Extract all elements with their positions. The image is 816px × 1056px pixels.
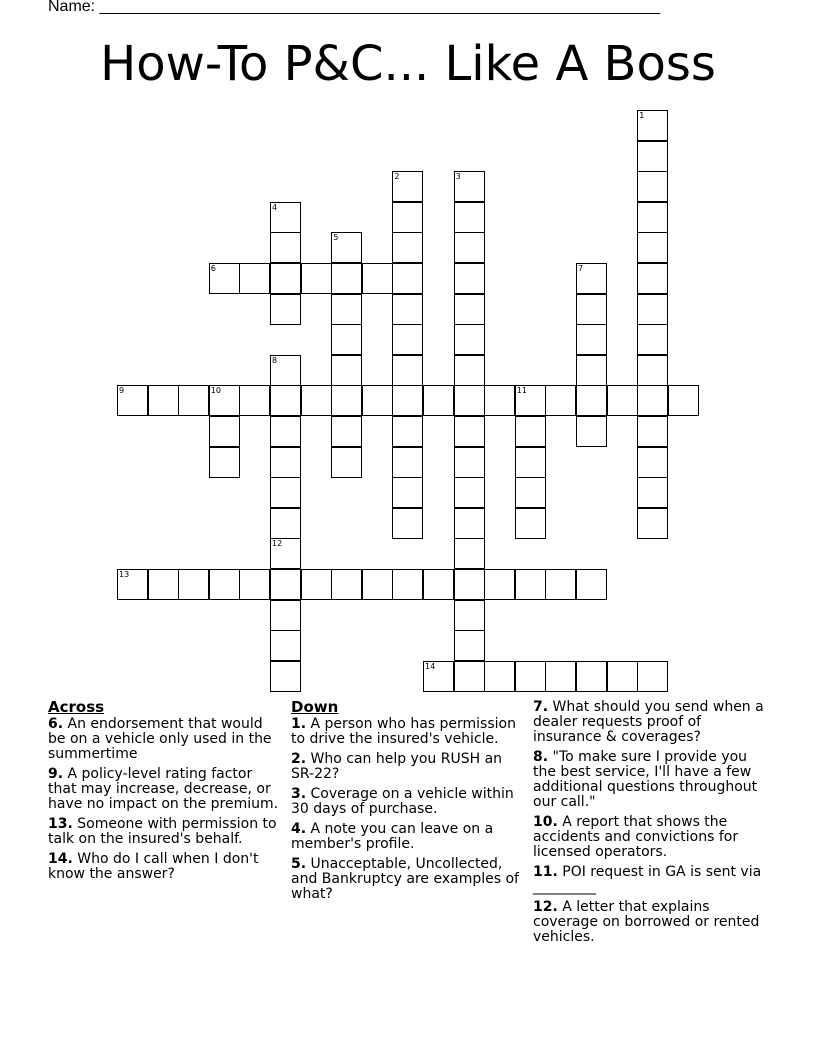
grid-cell[interactable] bbox=[270, 661, 301, 692]
grid-cell[interactable] bbox=[454, 630, 485, 661]
grid-cell[interactable] bbox=[515, 661, 546, 692]
grid-cell[interactable] bbox=[301, 569, 332, 600]
grid-cell[interactable] bbox=[454, 385, 485, 416]
grid-cell[interactable] bbox=[515, 447, 546, 478]
grid-cell[interactable] bbox=[454, 263, 485, 294]
clue-item-text: Who can help you RUSH an SR-22? bbox=[291, 751, 503, 782]
grid-cell[interactable] bbox=[484, 569, 515, 600]
grid-cell[interactable] bbox=[362, 263, 393, 294]
grid-cell[interactable] bbox=[637, 355, 668, 386]
grid-cell[interactable] bbox=[331, 232, 362, 263]
clue-item-text: "To make sure I provide you the best service, I'll have a few additional questions throughout our call." bbox=[533, 749, 758, 810]
grid-cell[interactable] bbox=[576, 324, 607, 355]
grid-cell[interactable] bbox=[331, 447, 362, 478]
grid-cell[interactable] bbox=[331, 416, 362, 447]
grid-cell[interactable] bbox=[209, 263, 240, 294]
grid-cell[interactable] bbox=[454, 232, 485, 263]
grid-cell[interactable] bbox=[576, 385, 607, 416]
clue-item-text: Someone with permission to talk on the insured's behalf. bbox=[48, 816, 277, 847]
clue-item-text: A person who has permission to drive the insured's vehicle. bbox=[291, 716, 516, 747]
grid-cell[interactable] bbox=[392, 385, 423, 416]
grid-cell[interactable] bbox=[392, 202, 423, 233]
grid-cell[interactable] bbox=[270, 202, 301, 233]
clue-item-number: 1. bbox=[291, 716, 307, 732]
grid-cell[interactable] bbox=[270, 447, 301, 478]
grid-cell[interactable] bbox=[515, 508, 546, 539]
grid-cell[interactable] bbox=[392, 355, 423, 386]
grid-cell[interactable] bbox=[392, 447, 423, 478]
clue-item-text: An endorsement that would be on a vehicle only used in the summertime bbox=[48, 716, 272, 762]
clue-item-number: 6. bbox=[48, 716, 64, 732]
grid-cell[interactable] bbox=[148, 569, 179, 600]
grid-cell[interactable] bbox=[637, 508, 668, 539]
clue-item-number: 13. bbox=[48, 816, 73, 832]
clue-item bbox=[48, 817, 283, 847]
grid-cell[interactable] bbox=[637, 324, 668, 355]
clue-item-number: 7. bbox=[533, 699, 549, 715]
grid-cell[interactable] bbox=[637, 477, 668, 508]
clue-item bbox=[48, 767, 283, 812]
grid-cell[interactable] bbox=[270, 538, 301, 569]
clue-number: 13 bbox=[119, 570, 130, 579]
grid-cell[interactable] bbox=[209, 416, 240, 447]
clue-item bbox=[291, 857, 526, 902]
grid-cell[interactable] bbox=[392, 232, 423, 263]
clue-item bbox=[533, 865, 768, 895]
grid-cell[interactable] bbox=[423, 569, 454, 600]
clue-item-text: A policy-level rating factor that may increase, decrease, or have no impact on the premium. bbox=[48, 766, 279, 812]
clue-item bbox=[533, 900, 768, 945]
grid-cell[interactable] bbox=[454, 171, 485, 202]
grid-cell[interactable] bbox=[392, 477, 423, 508]
name-blank[interactable]: _______________________________________________________________ bbox=[99, 0, 661, 15]
grid-cell[interactable] bbox=[301, 263, 332, 294]
clue-number: 4 bbox=[272, 202, 278, 212]
clue-item bbox=[48, 852, 283, 882]
grid-cell[interactable] bbox=[576, 263, 607, 294]
grid-cell[interactable] bbox=[484, 661, 515, 692]
grid-cell[interactable] bbox=[576, 294, 607, 325]
clue-number: 2 bbox=[394, 172, 400, 182]
grid-cell[interactable] bbox=[392, 294, 423, 325]
grid-cell[interactable] bbox=[515, 477, 546, 508]
grid-cell[interactable] bbox=[454, 324, 485, 355]
grid-cell[interactable] bbox=[637, 447, 668, 478]
grid-cell[interactable] bbox=[576, 569, 607, 600]
grid-cell[interactable] bbox=[392, 569, 423, 600]
grid-cell[interactable] bbox=[454, 508, 485, 539]
grid-cell[interactable] bbox=[178, 569, 209, 600]
grid-cell[interactable] bbox=[637, 294, 668, 325]
down-heading: Down bbox=[291, 698, 339, 716]
clue-number: 9 bbox=[119, 386, 125, 396]
clue-item bbox=[533, 750, 768, 810]
grid-cell[interactable] bbox=[454, 355, 485, 386]
clue-number: 11 bbox=[516, 386, 527, 396]
clue-item-number: 5. bbox=[291, 856, 307, 872]
grid-cell[interactable] bbox=[454, 294, 485, 325]
grid-cell[interactable] bbox=[392, 171, 423, 202]
clue-item-text: Coverage on a vehicle within 30 days of purchase. bbox=[291, 786, 514, 817]
clue-item-number: 11. bbox=[533, 864, 558, 880]
clue-number: 3 bbox=[455, 172, 461, 182]
clue-item-number: 14. bbox=[48, 851, 73, 867]
clue-number: 7 bbox=[578, 264, 584, 273]
grid-cell[interactable] bbox=[331, 385, 362, 416]
grid-cell[interactable] bbox=[331, 324, 362, 355]
grid-cell[interactable] bbox=[423, 385, 454, 416]
grid-cell[interactable] bbox=[637, 171, 668, 202]
grid-cell[interactable] bbox=[209, 569, 240, 600]
grid-cell[interactable] bbox=[637, 232, 668, 263]
grid-cell[interactable] bbox=[331, 355, 362, 386]
grid-cell[interactable] bbox=[209, 385, 240, 416]
grid-cell[interactable] bbox=[454, 477, 485, 508]
grid-cell[interactable] bbox=[270, 263, 301, 294]
clue-item-text: A report that shows the accidents and convictions for licensed operators. bbox=[533, 814, 739, 860]
grid-cell[interactable] bbox=[270, 385, 301, 416]
grid-cell[interactable] bbox=[637, 263, 668, 294]
grid-cell[interactable] bbox=[117, 569, 148, 600]
grid-cell[interactable] bbox=[178, 385, 209, 416]
grid-cell[interactable] bbox=[392, 508, 423, 539]
clue-item-text: A letter that explains coverage on borrowed or rented vehicles. bbox=[533, 899, 760, 945]
name-label: Name: bbox=[48, 0, 96, 15]
grid-cell[interactable] bbox=[239, 263, 270, 294]
grid-cell[interactable] bbox=[576, 661, 607, 692]
grid-cell[interactable] bbox=[637, 416, 668, 447]
grid-cell[interactable] bbox=[392, 416, 423, 447]
clue-item bbox=[48, 717, 283, 762]
grid-cell[interactable] bbox=[270, 232, 301, 263]
grid-cell[interactable] bbox=[270, 569, 301, 600]
grid-cell[interactable] bbox=[454, 538, 485, 569]
grid-cell[interactable] bbox=[270, 416, 301, 447]
grid-cell[interactable] bbox=[454, 416, 485, 447]
grid-cell[interactable] bbox=[607, 661, 638, 692]
clue-item-text: What should you send when a dealer requests proof of insurance & coverages? bbox=[533, 699, 764, 745]
grid-cell[interactable] bbox=[515, 416, 546, 447]
clue-item-text: Unacceptable, Uncollected, and Bankruptcy are examples of what? bbox=[291, 856, 519, 902]
clue-item-number: 4. bbox=[291, 821, 307, 837]
clue-item-number: 3. bbox=[291, 786, 307, 802]
clue-number: 1 bbox=[639, 111, 645, 120]
grid-cell[interactable] bbox=[392, 263, 423, 294]
grid-cell[interactable] bbox=[270, 630, 301, 661]
grid-cell[interactable] bbox=[301, 385, 332, 416]
clue-item-text: Who do I call when I don't know the answer? bbox=[48, 851, 259, 882]
grid-cell[interactable] bbox=[484, 385, 515, 416]
grid-cell[interactable] bbox=[270, 294, 301, 325]
grid-cell[interactable] bbox=[362, 569, 393, 600]
clue-item-text: POI request in GA is sent via _________ bbox=[533, 864, 762, 895]
clue-number: 12 bbox=[272, 539, 283, 549]
grid-cell[interactable] bbox=[239, 569, 270, 600]
grid-cell[interactable] bbox=[270, 355, 301, 386]
grid-cell[interactable] bbox=[270, 508, 301, 539]
grid-cell[interactable] bbox=[423, 661, 454, 692]
clue-item bbox=[533, 815, 768, 860]
grid-cell[interactable] bbox=[331, 294, 362, 325]
clue-item-number: 9. bbox=[48, 766, 64, 782]
grid-cell[interactable] bbox=[331, 569, 362, 600]
clue-item bbox=[533, 700, 768, 745]
clue-item-number: 12. bbox=[533, 899, 558, 915]
grid-cell[interactable] bbox=[545, 385, 576, 416]
down-clues-column-2 bbox=[533, 700, 768, 950]
grid-cell[interactable] bbox=[454, 202, 485, 233]
clue-item bbox=[291, 717, 526, 747]
grid-cell[interactable] bbox=[362, 385, 393, 416]
grid-cell[interactable] bbox=[668, 385, 699, 416]
grid-cell[interactable] bbox=[454, 569, 485, 600]
across-heading: Across bbox=[48, 698, 105, 716]
grid-cell[interactable] bbox=[576, 416, 607, 447]
grid-cell[interactable] bbox=[545, 569, 576, 600]
clue-item-number: 8. bbox=[533, 749, 549, 765]
clue-item-number: 2. bbox=[291, 751, 307, 767]
grid-cell[interactable] bbox=[454, 600, 485, 631]
grid-cell[interactable] bbox=[637, 385, 668, 416]
clue-item bbox=[291, 752, 526, 782]
grid-cell[interactable] bbox=[392, 324, 423, 355]
grid-cell[interactable] bbox=[576, 355, 607, 386]
grid-cell[interactable] bbox=[148, 385, 179, 416]
down-clues-column-1 bbox=[291, 700, 526, 907]
across-clues bbox=[48, 700, 283, 887]
grid-cell[interactable] bbox=[239, 385, 270, 416]
grid-cell[interactable] bbox=[637, 661, 668, 692]
grid-cell[interactable] bbox=[454, 661, 485, 692]
clue-number: 14 bbox=[425, 661, 436, 671]
grid-cell[interactable] bbox=[515, 569, 546, 600]
grid-cell[interactable] bbox=[209, 447, 240, 478]
grid-cell[interactable] bbox=[270, 477, 301, 508]
clue-item bbox=[291, 822, 526, 852]
grid-cell[interactable] bbox=[117, 385, 148, 416]
clue-item-number: 10. bbox=[533, 814, 558, 830]
grid-cell[interactable] bbox=[331, 263, 362, 294]
clue-number: 5 bbox=[333, 233, 339, 243]
grid-cell[interactable] bbox=[454, 447, 485, 478]
clue-number: 10 bbox=[210, 386, 221, 396]
clue-number: 8 bbox=[272, 355, 278, 365]
clue-number: 6 bbox=[210, 264, 216, 273]
clue-item bbox=[291, 787, 526, 817]
grid-cell[interactable] bbox=[607, 385, 638, 416]
clue-item-text: A note you can leave on a member's profile. bbox=[291, 821, 494, 852]
grid-cell[interactable] bbox=[545, 661, 576, 692]
grid-cell[interactable] bbox=[515, 385, 546, 416]
grid-cell[interactable] bbox=[637, 141, 668, 172]
puzzle-title: How-To P&C... Like A Boss bbox=[100, 36, 716, 92]
grid-cell[interactable] bbox=[637, 202, 668, 233]
grid-cell[interactable] bbox=[270, 600, 301, 631]
grid-cell[interactable] bbox=[637, 110, 668, 141]
